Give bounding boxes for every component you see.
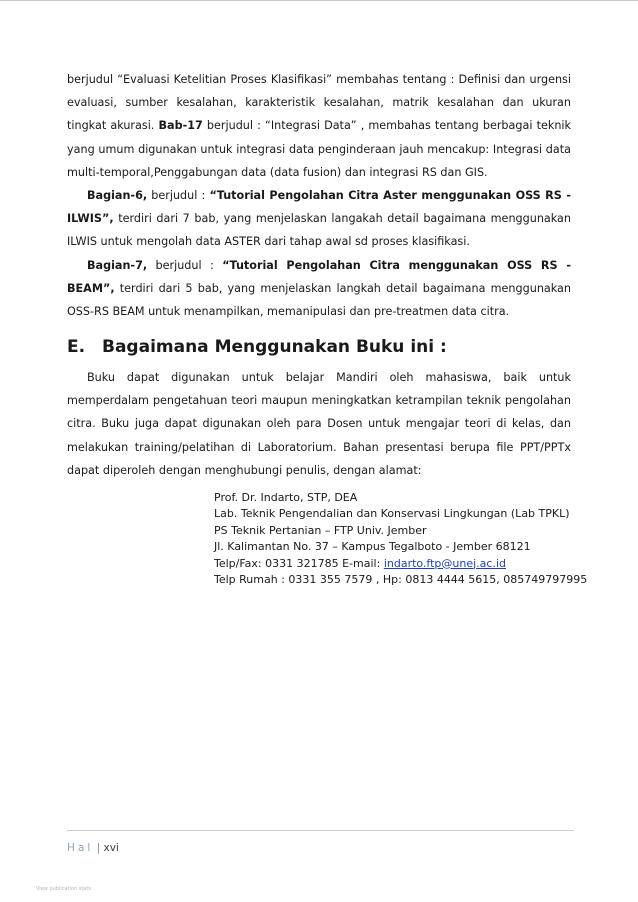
email-link[interactable]: indarto.ftp@unej.ac.id: [383, 556, 506, 570]
section-letter: E.: [67, 337, 86, 357]
bold-text: “Tutorial Pengolahan Citra menggunakan OSS RS - BEAM”,: [67, 258, 571, 295]
paragraph-text: terdiri dari 7 bab, yang menjelaskan langakah detail bagaimana menggunakan ILWIS untuk mengolah data ASTER dari tahap awal sd proses klasifikasi.: [67, 212, 571, 249]
footer-hal-label: Hal: [67, 842, 94, 854]
publication-stats-link[interactable]: View publication stats: [36, 886, 91, 892]
bold-text: “Tutorial Pengolahan Citra Aster menggunakan OSS RS - ILWIS”,: [67, 189, 571, 226]
page-top-edge: [0, 0, 638, 1]
paragraph-text: berjudul : “Integrasi Data” , membahas tentang berbagai teknik yang umum digunakan untuk integrasi data penginderaan jauh mencakup: Integrasi data multi-temporal,Penggabungan data (data fusion) dan integrasi RS dan GIS.: [67, 119, 572, 179]
page-number: xvi: [103, 842, 119, 854]
footer-separator: |: [96, 842, 101, 854]
footer-divider: [67, 830, 574, 831]
address-program: PS Teknik Pertanian – FTP Univ. Jember: [214, 523, 427, 537]
address-contact: [214, 556, 614, 572]
address-street: Jl. Kalimantan No. 37 – Kampus Tegalboto - Jember 68121: [214, 540, 531, 554]
address-phone: Telp Rumah : 0331 355 7579 , Hp: 0813 4444 5615, 085749797995: [214, 573, 588, 587]
paragraph-text: berjudul “Evaluasi Ketelitian Proses Klasifikasi” membahas tentang : Definisi dan urgensi evaluasi, sumber kesalahan, karakteristik kesalahan, matrik kesalahan dan ukuran tingkat akurasi.: [67, 73, 571, 133]
paragraph-usage: Buku dapat digunakan untuk belajar Mandiri oleh mahasiswa, baik untuk memperdalam pengetahuan teori maupun meningkatkan ketrampilan teknik pengolahan citra. Buku juga dapat digunakan oleh para Dosen untuk mengajar teori di kelas, dan melakukan training/pelatihan di Laboratorium. Bahan presentasi berupa file PPT/PPTx dapat diperoleh dengan menghubungi penulis, dengan alamat:: [67, 371, 571, 477]
paragraph-text: berjudul :: [147, 258, 223, 272]
author-address: [214, 490, 614, 588]
paragraph-bab-16-17: [67, 68, 571, 184]
page-footer: [67, 842, 119, 854]
bold-text: Bagian-6,: [87, 189, 148, 203]
paragraph-text: terdiri dari 5 bab, yang menjelaskan langkah detail bagaimana menggunakan OSS-RS BEAM untuk menampilkan, memanipulasi dan pre-treatmen data citra.: [67, 281, 571, 319]
section-book-structure: [67, 68, 571, 323]
paragraph-bagian-7: [67, 254, 571, 324]
contact-text: Telp/Fax: 0331 321785 E-mail:: [214, 556, 384, 570]
bold-text: Bagian-7,: [87, 258, 148, 272]
address-lab: Lab. Teknik Pengendalian dan Konservasi Lingkungan (Lab TPKL): [214, 507, 570, 521]
section-title: Bagaimana Menggunakan Buku ini :: [102, 337, 447, 357]
section-how-to-use: [67, 366, 571, 482]
section-heading: [67, 337, 587, 357]
address-name: Prof. Dr. Indarto, STP, DEA: [214, 491, 358, 504]
bold-text: Bab-17: [158, 119, 203, 133]
paragraph-text: berjudul :: [147, 189, 210, 203]
paragraph-bagian-6: [67, 184, 571, 254]
